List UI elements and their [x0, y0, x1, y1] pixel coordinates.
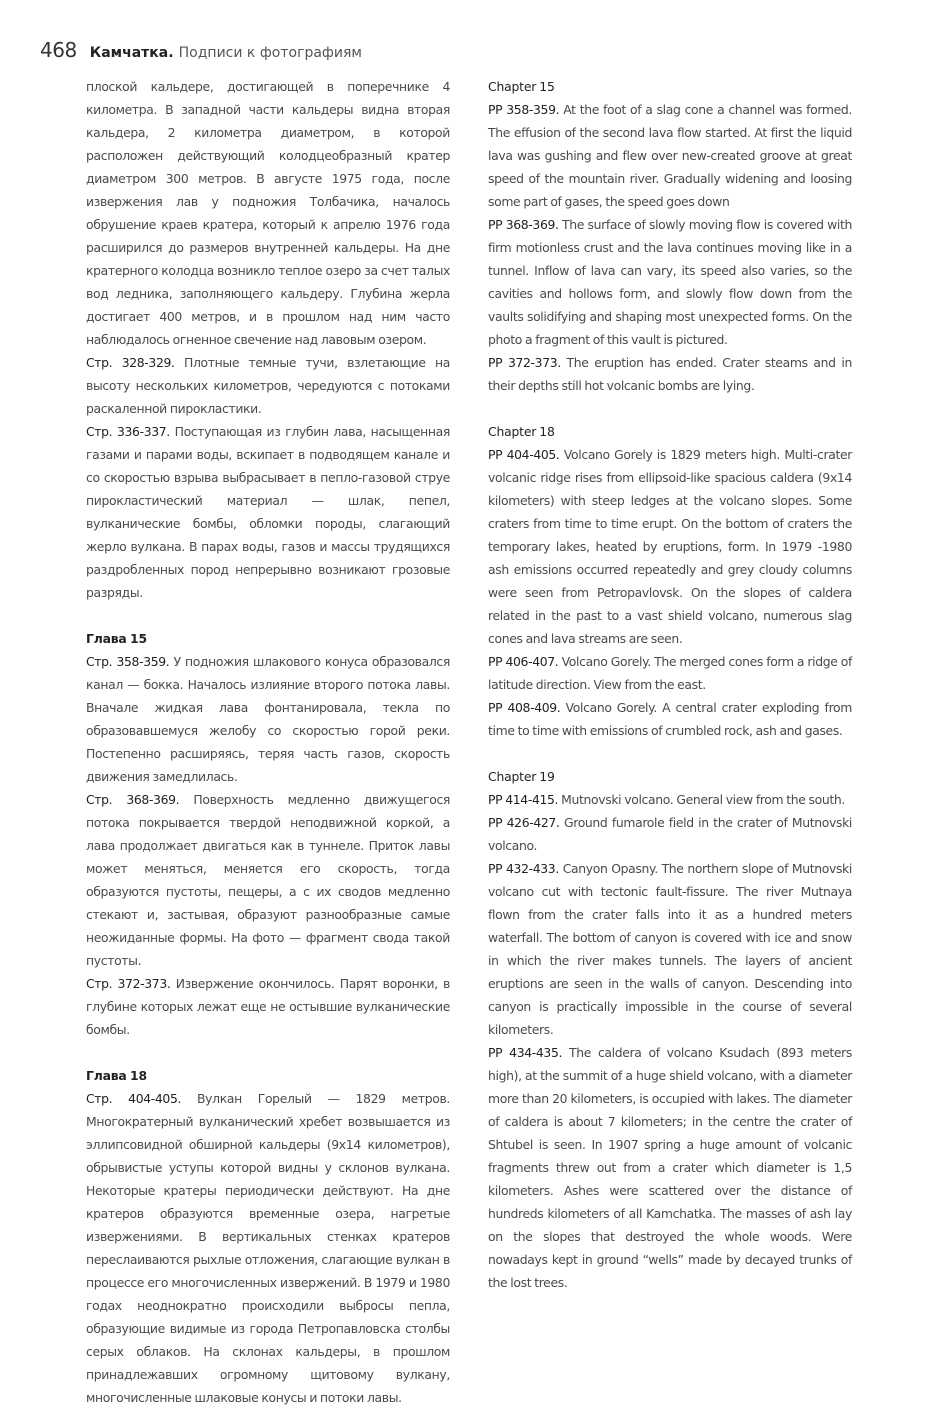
page-ref: PP 414-415.	[488, 792, 559, 807]
page-ref: PP 406-407.	[488, 654, 559, 669]
book-title: Камчатка.	[89, 45, 174, 61]
page-ref: PP 432-433.	[488, 861, 559, 876]
caption-text: Поступающая из глубин лава, насыщенная газами и парами воды, вскипает в подводящем канале и со скоростью взрыва выбрасывает в пепло-газовой струе пирокластический материал — шлак, пепел, вулканические бомбы, обломки породы, слагающий жерло вулкана. В парах воды, газов и массы трудящихся раздробленных пород непрерывно возникают грозовые разряды.	[86, 424, 450, 600]
caption-text: Canyon Opasny. The northern slope of Mutnovski volcano cut with tectonic fault-fissure. The river Mutnaya flown from the crater falls into it as a hundred meters waterfall. The bottom of canyon is covered with ice and snow in which the river makes tunnels. The layers of ancient eruptions are seen in the walls of canyon. Descending into canyon is practically impossible in the course of several kilometers.	[488, 861, 852, 1037]
caption-text: Mutnovski volcano. General view from the south.	[558, 792, 845, 807]
page-ref: Стр. 372-373.	[86, 976, 171, 991]
page-ref: PP 368-369.	[488, 217, 559, 232]
caption-text: At the foot of a slag cone a channel was formed. The effusion of the second lava flow started. At first the liquid lava was gushing and flew over new-created groove at great speed of the mountain river. Gradually widening and loosing some part of gases, the speed goes down	[488, 102, 852, 209]
caption-text: Плотные темные тучи, взлетающие на высоту нескольких километров, чередуются с потоками раскаленной пирокластики.	[86, 355, 451, 416]
page-ref: Стр. 328-329.	[86, 355, 175, 370]
caption	[488, 213, 852, 351]
caption	[488, 351, 852, 397]
english-captions-column	[488, 75, 852, 1294]
caption-text: The caldera of volcano Ksudach (893 meters high), at the summit of a huge shield volcano, with a diameter more than 20 kilometers, is occupied with lakes. The diameter of caldera is about 7 kilometers; in the centre the crater of Shtubel is seen. In 1907 spring a huge amount of volcanic fragments threw out from a crater which diameter is 1,5 kilometers. Ashes were scattered over the distance of hundreds kilometers of all Kamchatka. The masses of ash lay on the slopes that destroyed the whole woods. Were nowadays kept in ground “wells” made by decayed trunks of the lost trees.	[488, 1045, 852, 1290]
caption-text: Извержение окончилось. Парят воронки, в глубине которых лежат еще не остывшие вулканические бомбы.	[86, 976, 450, 1037]
caption-text: Вулкан Горелый — 1829 метров. Многократерный вулканический хребет возвышается из эллипсовидной обширной кальдеры (9х14 километров), обрывистые уступы которой видны у склонов вулкана. Некоторые кратеры периодически действуют. На дне кратеров образуются временные озера, нагретые извержениями. В вертикальных стенках кратеров переслаиваются рыхлые отложения, слагающие вулкан в процессе его многочисленных извержений. В 1979 и 1980 годах неоднократно происходили выбросы пепла, образующие видимые из города Петропавловска столбы серых облаков. На склонах кальдеры, в прошлом принадлежавших огромному щитовому вулкану, многочисленные шлаковые конусы и потоки лавы.	[86, 1091, 450, 1405]
caption-text: Volcano Gorely is 1829 meters high. Multi-crater volcanic ridge rises from ellipsoid-like spacious caldera (9x14 kilometers) with steep ledges at the volcano slopes. Some craters from time to time erupt. On the bottom of craters the temporary lakes, heated by eruptions, form. In 1979 -1980 ash emissions occurred repeatedly and grey cloudy columns were seen from Petropavlovsk. On the slopes of caldera related in the past to a vast shield volcano, numerous slag cones and lava streams are seen.	[488, 447, 852, 646]
page-header	[40, 38, 362, 66]
caption	[488, 443, 852, 650]
page-ref: PP 372-373.	[488, 355, 561, 370]
caption-text: The eruption has ended. Crater steams and in their depths still hot volcanic bombs are lying.	[488, 355, 852, 393]
caption-text: Ground fumarole field in the crater of Mutnovski volcano.	[488, 815, 852, 853]
intro-paragraph: плоской кальдере, достигающей в поперечнике 4 километра. В западной части кальдеры видна вторая кальдера, 2 километра диаметром, в которой расположен действующий колодцеобразный кратер диаметром 300 метров. В августе 1975 года, после извержения лав у подножия Толбачика, началось обрушение краев кратера, который к апрелю 1976 года расширился до размеров внутренней кальдеры. На дне кратерного колодца возникло теплое озеро за счет талых вод ледника, заполняющего кальдеру. Глубина жерла достигает 400 метров, и в прошлом над ним часто наблюдалось огненное свечение над лавовым озером.	[86, 79, 450, 347]
page-ref: PP 404-405.	[488, 447, 560, 462]
page-ref: Стр. 368-369.	[86, 792, 180, 807]
page-ref: PP 408-409.	[488, 700, 561, 715]
caption	[488, 696, 852, 742]
chapter-heading-18-en: Chapter 18	[488, 424, 555, 439]
chapter-heading-18-ru: Глава 18	[86, 1068, 147, 1083]
page-ref: PP 434-435.	[488, 1045, 563, 1060]
caption-text: The surface of slowly moving flow is covered with firm motionless crust and the lava continues moving like in a tunnel. Inflow of lava can vary, its speed also varies, so the cavities and hollows form, and slowly flow down from the vaults solidifying and shaping most unexpected forms. On the photo a fragment of this vault is pictured.	[488, 217, 852, 347]
chapter-heading-19-en: Chapter 19	[488, 769, 555, 784]
page-number: 468	[40, 38, 77, 62]
caption	[86, 972, 450, 1041]
page-ref: Стр. 404-405.	[86, 1091, 182, 1106]
section-subtitle: Подписи к фотографиям	[178, 45, 362, 61]
caption	[488, 650, 852, 696]
caption	[488, 98, 852, 213]
chapter-heading-15-ru: Глава 15	[86, 631, 147, 646]
caption-text: Volcano Gorely. A central crater exploding from time to time with emissions of crumbled rock, ash and gases.	[488, 700, 852, 738]
caption	[86, 351, 450, 420]
caption	[86, 420, 450, 604]
caption	[488, 788, 852, 811]
caption-text: Поверхность медленно движущегося потока покрывается твердой неподвижной коркой, а лава продолжает двигаться как в туннеле. Приток лавы может меняться, меняется его скорость, тогда образуются пустоты, пещеры, а с их сводов медленно стекают и, застывая, образуют разнообразные самые неожиданные формы. На фото — фрагмент свода такой пустоты.	[86, 792, 451, 968]
chapter-heading-15-en: Chapter 15	[488, 79, 555, 94]
caption	[488, 857, 852, 1041]
page-ref: Стр. 336-337.	[86, 424, 170, 439]
caption-text: Volcano Gorely. The merged cones form a ridge of latitude direction. View from the east.	[488, 654, 852, 692]
russian-captions-column	[86, 75, 450, 1409]
caption	[86, 650, 450, 788]
page-ref: PP 426-427.	[488, 815, 560, 830]
caption-text: У подножия шлакового конуса образовался канал — бокка. Началось излияние второго потока лавы. Вначале жидкая лава фонтанировала, текла по образовавшемуся желобу со скоростью горой реки. Постепенно расширяясь, теряя часть газов, скорость движения замедлилась.	[86, 654, 450, 784]
page-ref: Стр. 358-359.	[86, 654, 170, 669]
caption	[488, 1041, 852, 1294]
caption	[86, 788, 450, 972]
caption	[488, 811, 852, 857]
caption	[86, 1087, 450, 1409]
page-ref: PP 358-359.	[488, 102, 560, 117]
